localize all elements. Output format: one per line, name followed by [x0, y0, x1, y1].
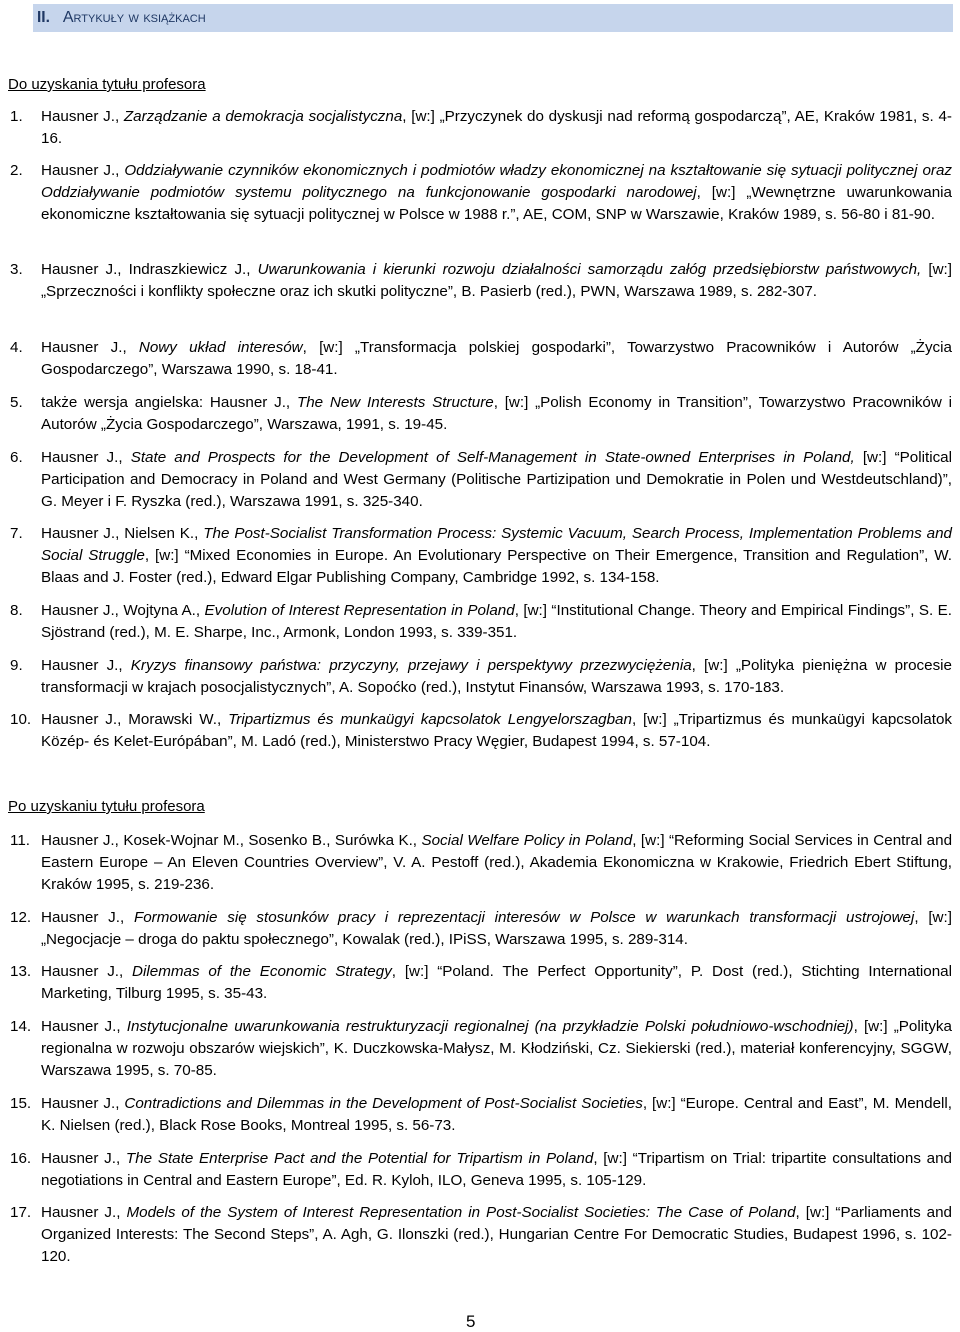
- list-item: [10, 655, 952, 699]
- item-source: , [w:] „Polityka pieniężna w procesie transformacji w krajach posocjalistycznych”, A. Sopoćko (red.), Instytut Finansów, Warszawa 1993, s. 170-183.: [41, 657, 952, 696]
- item-title: Oddziaływanie czynników ekonomicznych i podmiotów władzy ekonomicznej na kształtowanie się sytuacji politycznej oraz Oddziaływanie podmiotów systemu politycznego na funkcjonowanie gospodarki narodowej: [41, 162, 952, 201]
- item-source: , [w:] “Tripartism on Trial: tripartite consultations and negotiations in Central and Eastern Europe”, Ed. R. Kyloh, ILO, Geneva 1995, s. 105-129.: [41, 1150, 952, 1189]
- list-item: [10, 392, 952, 436]
- item-author: Hausner J.,: [41, 1204, 127, 1221]
- item-author: Hausner J., Indraszkiewicz J.,: [41, 261, 258, 278]
- item-citation: [41, 830, 952, 895]
- item-title: The Post-Socialist Transformation Process: Systemic Vacuum, Search Process, Implementation Problems and Social Struggle: [41, 525, 952, 564]
- list-item: [10, 830, 952, 895]
- item-number: 3.: [10, 261, 23, 278]
- item-source: , [w:] „Wewnętrzne uwarunkowania ekonomiczne kształtowania się sytuacji politycznej w Polsce w 1988 r.”, AE, COM, SNP w Warszawie, Kraków 1989, s. 56-80 i 81-90.: [41, 183, 952, 223]
- list-item: [10, 1148, 952, 1192]
- item-source: , [w:] „Polityka regionalna w rozwoju obszarów wiejskich”, K. Duczkowska-Małysz, M. Kłodziński, Cz. Siekierski (red.), materiał konferencyjny, SGGW, Warszawa 1995, s. 70-85.: [41, 1018, 952, 1079]
- item-number: 4.: [10, 339, 23, 356]
- item-title: Social Welfare Policy in Poland: [421, 832, 633, 849]
- item-source: , [w:] “Institutional Change. Theory and Empirical Findings”, S. E. Sjöstrand (red.), M. E. Sharpe, Inc., Armonk, London 1993, s. 339-351.: [41, 602, 953, 641]
- item-author: Hausner J., Morawski W.,: [41, 711, 229, 728]
- item-source: , [w:] “Poland. The Perfect Opportunity”, P. Dost (red.), Stichting International Marketing, Tilburg 1995, s. 35-43.: [41, 963, 952, 1002]
- item-number: 11.: [10, 832, 30, 849]
- list-item: [10, 160, 952, 225]
- item-author: Hausner J.,: [41, 339, 139, 356]
- item-author: Hausner J., Nielsen K.,: [41, 525, 204, 542]
- item-title: Formowanie się stosunków pracy i reprezentacji interesów w Polsce w warunkach transformacji ustrojowej: [133, 909, 915, 926]
- item-author: Hausner J.,: [41, 108, 124, 125]
- item-number: 10.: [10, 711, 32, 728]
- item-source: [w:] „Sprzeczności i konflikty społeczne oraz ich skutki polityczne”, B. Pasierb (red.), PWN, Warszawa 1989, s. 282-307.: [41, 261, 952, 300]
- item-number: 7.: [10, 525, 23, 542]
- item-citation: [41, 1148, 952, 1192]
- list-item: [10, 447, 952, 512]
- item-citation: [41, 655, 952, 699]
- item-source: , [w:] “Mixed Economies in Europe. An Evolutionary Perspective on Their Emergence, Transition and Regulation”, W. Blaas and J. Foster (red.), Edward Elgar Publishing Company, Cambridge 1992, s. 134-158.: [41, 546, 952, 586]
- list-item: [10, 523, 952, 588]
- item-citation: [41, 447, 952, 512]
- item-citation: [41, 709, 952, 753]
- item-source: , [w:] „Tripartizmus és munkaügyi kapcsolatok Közép- és Kelet-Európában”, M. Ladó (red.), Ministerstwo Pracy Węgier, Budapest 1994, s. 57-104.: [41, 711, 952, 750]
- item-title: The New Interests Structure: [296, 394, 494, 411]
- item-number: 5.: [10, 394, 23, 411]
- list-item: [10, 1093, 952, 1137]
- list-item: [10, 907, 952, 951]
- item-author: także wersja angielska: Hausner J.,: [41, 394, 297, 411]
- item-citation: [41, 337, 952, 381]
- item-number: 9.: [10, 657, 23, 674]
- list-item: [10, 709, 952, 753]
- item-number: 12.: [10, 909, 32, 926]
- item-author: Hausner J., Kosek-Wojnar M., Sosenko B., Surówka K.,: [41, 832, 422, 849]
- item-author: Hausner J.,: [41, 909, 134, 926]
- item-citation: [41, 392, 952, 436]
- item-title: State and Prospects for the Development of Self-Management in State-owned Enterprises in Poland,: [130, 449, 855, 466]
- item-source: , [w:] „Polish Economy in Transition”, Towarzystwo Pracowników i Autorów „Życia Gospodarczego”, Warszawa, 1991, s. 19-45.: [41, 394, 952, 433]
- chapter-heading: [37, 9, 206, 27]
- list-item: [10, 337, 952, 381]
- item-citation: [41, 523, 952, 588]
- item-citation: [41, 600, 952, 644]
- item-source: , [w:] “Parliaments and Organized Interests: The Second Steps”, A. Agh, G. Ilonszki (red.), Hungarian Centre For Democratic Studies, Budapest 1996, s. 102-120.: [41, 1204, 953, 1265]
- item-source: , [w:] “Reforming Social Services in Central and Eastern Europe – An Eleven Countries Overview”, V. A. Pestoff (red.), Akademia Ekonomiczna w Krakowie, Friedrich Ebert Stiftung, Kraków 1995, s. 219-236.: [41, 832, 953, 893]
- item-title: Models of the System of Interest Representation in Post-Socialist Societies: The Case of Poland: [126, 1204, 796, 1221]
- item-title: Tripartizmus és munkaügyi kapcsolatok Lengyelorszagban: [228, 711, 632, 728]
- item-title: Instytucjonalne uwarunkowania restrukturyzacji regionalnej (na przykładzie Polski południowo-wschodniej): [126, 1018, 854, 1035]
- item-number: 2.: [10, 162, 23, 179]
- item-source: , [w:] “Europe. Central and East”, M. Mendell, K. Nielsen (red.), Black Rose Books, Montreal 1995, s. 56-73.: [41, 1095, 952, 1134]
- item-number: 16.: [10, 1150, 32, 1167]
- page-number: 5: [466, 1312, 476, 1331]
- item-author: Hausner J.,: [41, 1018, 127, 1035]
- item-title: Contradictions and Dilemmas in the Development of Post-Socialist Societies: [124, 1095, 643, 1112]
- list-item: [10, 1202, 952, 1267]
- list-item: [10, 259, 952, 303]
- item-title: The State Enterprise Pact and the Potential for Tripartism in Poland: [125, 1150, 594, 1167]
- item-title: Zarządzanie a demokracja socjalistyczna: [123, 108, 403, 125]
- item-author: Hausner J.,: [41, 1095, 125, 1112]
- item-source: , [w:] „Przyczynek do dyskusji nad reformą gospodarczą”, AE, Kraków 1981, s. 4-16.: [41, 108, 952, 147]
- item-author: Hausner J.,: [41, 1150, 126, 1167]
- item-number: 14.: [10, 1018, 32, 1035]
- item-author: Hausner J.,: [41, 162, 125, 179]
- item-citation: [41, 1093, 952, 1137]
- section-heading: Po uzyskaniu tytułu profesora: [8, 798, 205, 815]
- item-number: 8.: [10, 602, 23, 619]
- item-title: Uwarunkowania i kierunki rozwoju działalności samorządu załóg przedsiębiorstw państwowych,: [257, 261, 922, 278]
- item-number: 17.: [10, 1204, 32, 1221]
- item-number: 6.: [10, 449, 23, 466]
- item-source: , [w:] „Transformacja polskiej gospodarki”, Towarzystwo Pracowników i Autorów „Życia Gospodarczego”, Warszawa 1990, s. 18-41.: [41, 339, 952, 378]
- item-title: Nowy układ interesów: [138, 339, 303, 356]
- section-heading: Do uzyskania tytułu profesora: [8, 76, 206, 93]
- item-citation: [41, 160, 952, 225]
- chapter-title: Artykuły w książkach: [62, 9, 206, 26]
- item-author: Hausner J.,: [41, 963, 133, 980]
- item-citation: [41, 259, 952, 303]
- list-item: [10, 106, 952, 150]
- item-source: , [w:] „Negocjacje – droga do paktu społecznego”, Kowalak (red.), IPiSS, Warszawa 1995, s. 289-314.: [41, 909, 952, 948]
- chapter-number: II.: [37, 9, 50, 26]
- item-author: Hausner J.,: [41, 449, 131, 466]
- list-item: [10, 961, 952, 1005]
- item-author: Hausner J., Wojtyna A.,: [41, 602, 205, 619]
- item-citation: [41, 907, 952, 951]
- item-source: [w:] “Political Participation and Democracy in Poland and West Germany (Politische Partizipation und Demokratie in Polen und Westdeutschland)”, G. Meyer i F. Ryszka (red.), Warszawa 1991, s. 325-340.: [41, 449, 952, 510]
- item-author: Hausner J.,: [41, 657, 131, 674]
- item-citation: [41, 1016, 952, 1081]
- list-item: [10, 1016, 952, 1081]
- item-title: Evolution of Interest Representation in Poland: [204, 602, 515, 619]
- item-title: Kryzys finansowy państwa: przyczyny, przejawy i perspektywy przezwyciężenia: [130, 657, 692, 674]
- list-item: [10, 600, 952, 644]
- item-citation: [41, 961, 952, 1005]
- item-citation: [41, 106, 952, 150]
- item-number: 13.: [10, 963, 32, 980]
- item-citation: [41, 1202, 952, 1267]
- item-title: Dilemmas of the Economic Strategy: [132, 963, 392, 980]
- item-number: 1.: [10, 108, 23, 125]
- item-number: 15.: [10, 1095, 32, 1112]
